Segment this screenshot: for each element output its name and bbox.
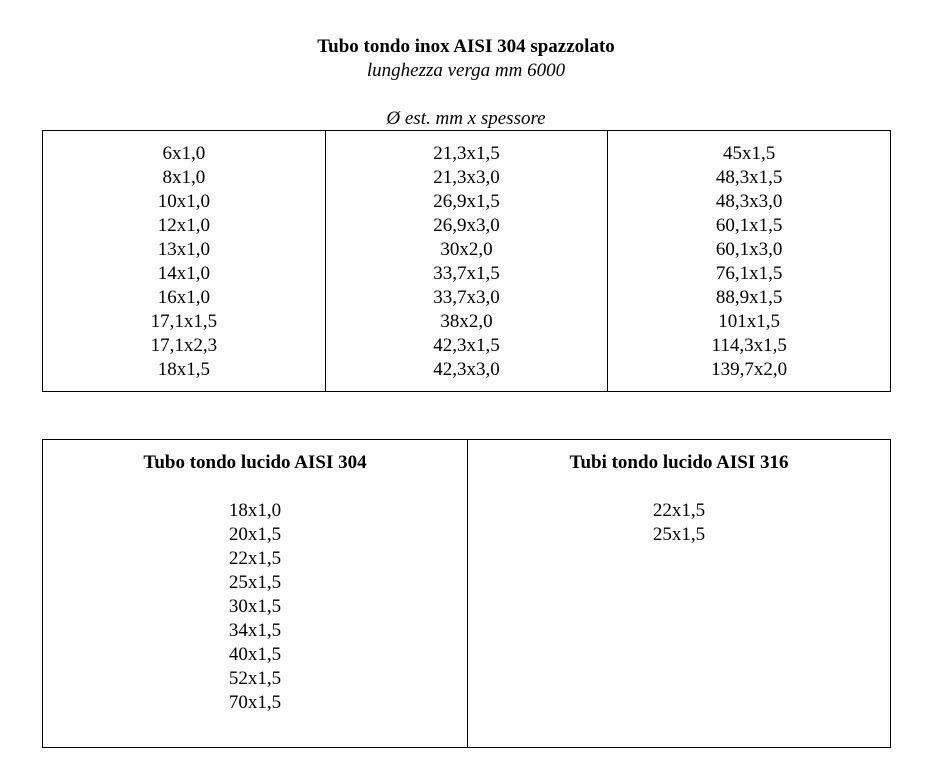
brushed-column-2 bbox=[325, 131, 608, 391]
size-cell: 60,1x3,0 bbox=[715, 239, 783, 260]
size-cell: 12x1,0 bbox=[157, 215, 210, 236]
size-cell: 21,3x3,0 bbox=[433, 167, 500, 188]
size-cell: 25x1,5 bbox=[228, 572, 282, 593]
size-cell: 42,3x1,5 bbox=[433, 335, 500, 356]
size-cell: 34x1,5 bbox=[228, 620, 282, 641]
brushed-column-1 bbox=[43, 131, 325, 391]
size-cell: 6x1,0 bbox=[162, 143, 206, 164]
size-cell: 48,3x3,0 bbox=[715, 191, 783, 212]
aisi304-title: Tubo tondo lucido AISI 304 bbox=[143, 452, 367, 473]
size-cell: 18x1,0 bbox=[228, 500, 282, 521]
size-cell: 48,3x1,5 bbox=[715, 167, 783, 188]
size-cell: 20x1,5 bbox=[228, 524, 282, 545]
size-cell: 88,9x1,5 bbox=[715, 287, 783, 308]
size-cell: 10x1,0 bbox=[157, 191, 210, 212]
column-caption: Ø est. mm x spessore bbox=[386, 108, 546, 129]
size-cell: 21,3x1,5 bbox=[433, 143, 500, 164]
size-cell: 76,1x1,5 bbox=[715, 263, 783, 284]
size-cell: 101x1,5 bbox=[718, 311, 781, 332]
size-cell: 52x1,5 bbox=[228, 668, 282, 689]
size-cell: 33,7x3,0 bbox=[433, 287, 500, 308]
size-cell: 38x2,0 bbox=[440, 311, 493, 332]
size-cell: 30x1,5 bbox=[228, 596, 282, 617]
page-subtitle: lunghezza verga mm 6000 bbox=[366, 60, 566, 81]
size-cell: 14x1,0 bbox=[157, 263, 210, 284]
size-cell: 18x1,5 bbox=[157, 359, 210, 380]
size-cell: 33,7x1,5 bbox=[433, 263, 500, 284]
size-cell: 22x1,5 bbox=[652, 500, 706, 521]
size-cell: 22x1,5 bbox=[228, 548, 282, 569]
brushed-tube-table bbox=[42, 130, 891, 392]
size-cell: 40x1,5 bbox=[228, 644, 282, 665]
size-cell: 30x2,0 bbox=[440, 239, 493, 260]
size-cell: 70x1,5 bbox=[228, 692, 282, 713]
size-cell: 13x1,0 bbox=[157, 239, 210, 260]
polished-tube-table bbox=[42, 439, 891, 748]
aisi316-title: Tubi tondo lucido AISI 316 bbox=[569, 452, 789, 473]
size-cell: 25x1,5 bbox=[652, 524, 706, 545]
size-cell: 17,1x2,3 bbox=[150, 335, 218, 356]
size-cell: 17,1x1,5 bbox=[150, 311, 218, 332]
brushed-column-3 bbox=[607, 131, 890, 391]
page-title: Tubo tondo inox AISI 304 spazzolato bbox=[317, 36, 615, 57]
size-cell: 26,9x3,0 bbox=[433, 215, 500, 236]
aisi316-column bbox=[467, 440, 890, 747]
size-cell: 26,9x1,5 bbox=[433, 191, 500, 212]
size-cell: 8x1,0 bbox=[162, 167, 206, 188]
size-cell: 60,1x1,5 bbox=[715, 215, 783, 236]
size-cell: 16x1,0 bbox=[157, 287, 210, 308]
size-cell: 42,3x3,0 bbox=[433, 359, 500, 380]
size-cell: 139,7x2,0 bbox=[711, 359, 788, 380]
size-cell: 114,3x1,5 bbox=[711, 335, 787, 356]
aisi304-column bbox=[43, 440, 467, 747]
size-cell: 45x1,5 bbox=[723, 143, 776, 164]
